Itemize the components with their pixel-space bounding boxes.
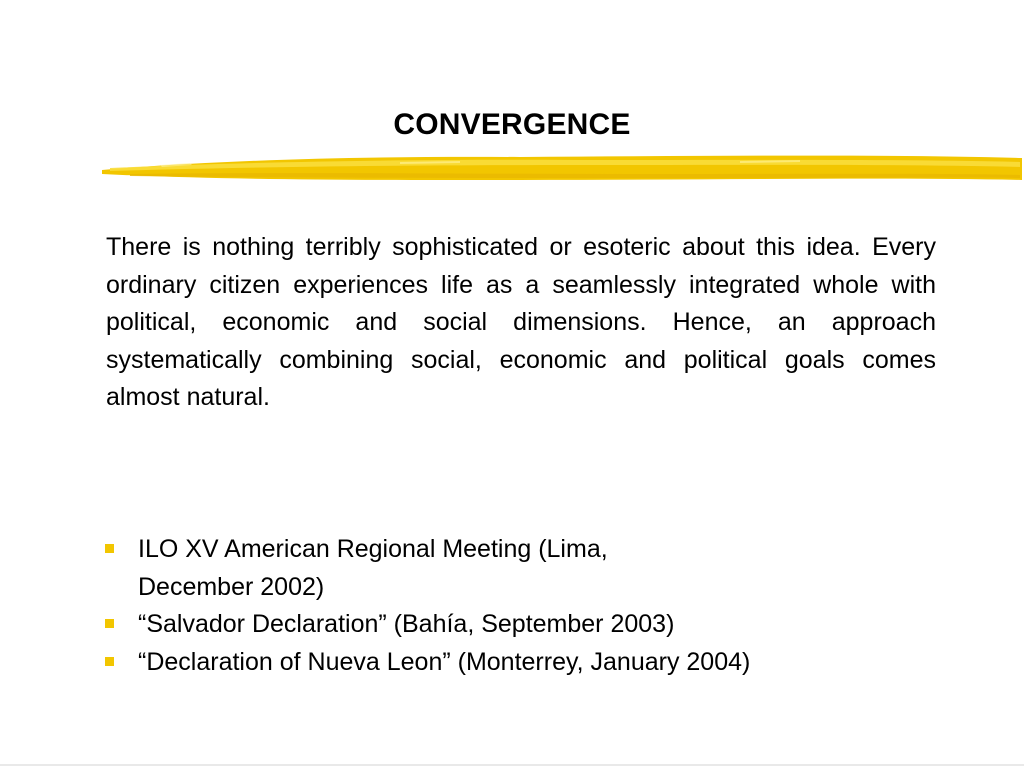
bullet-text: “Salvador Declaration” (Bahía, September 2003) bbox=[138, 610, 675, 638]
square-bullet-icon bbox=[105, 657, 114, 666]
slide-title: CONVERGENCE bbox=[393, 108, 631, 141]
square-bullet-icon bbox=[105, 544, 114, 553]
bottom-divider bbox=[0, 764, 1024, 766]
bullet-text: ILO XV American Regional Meeting (Lima, bbox=[138, 535, 608, 563]
bullet-text-continued: December 2002) bbox=[138, 572, 325, 601]
body-paragraph: There is nothing terribly sophisticated or esoteric about this idea. Every ordinary citizen experiences life as a seamlessly integrated whole with political, economic and social dimensions. Hence, an approach systematically combining social, economic and political goals comes almost natural. bbox=[106, 233, 936, 411]
list-item bbox=[102, 644, 962, 682]
list-item bbox=[102, 606, 962, 644]
bullet-list bbox=[102, 531, 962, 681]
bullet-text: “Declaration of Nueva Leon” (Monterrey, January 2004) bbox=[138, 647, 751, 676]
yellow-brush-stroke bbox=[100, 150, 1024, 186]
list-item bbox=[102, 531, 962, 606]
square-bullet-icon bbox=[105, 619, 114, 628]
